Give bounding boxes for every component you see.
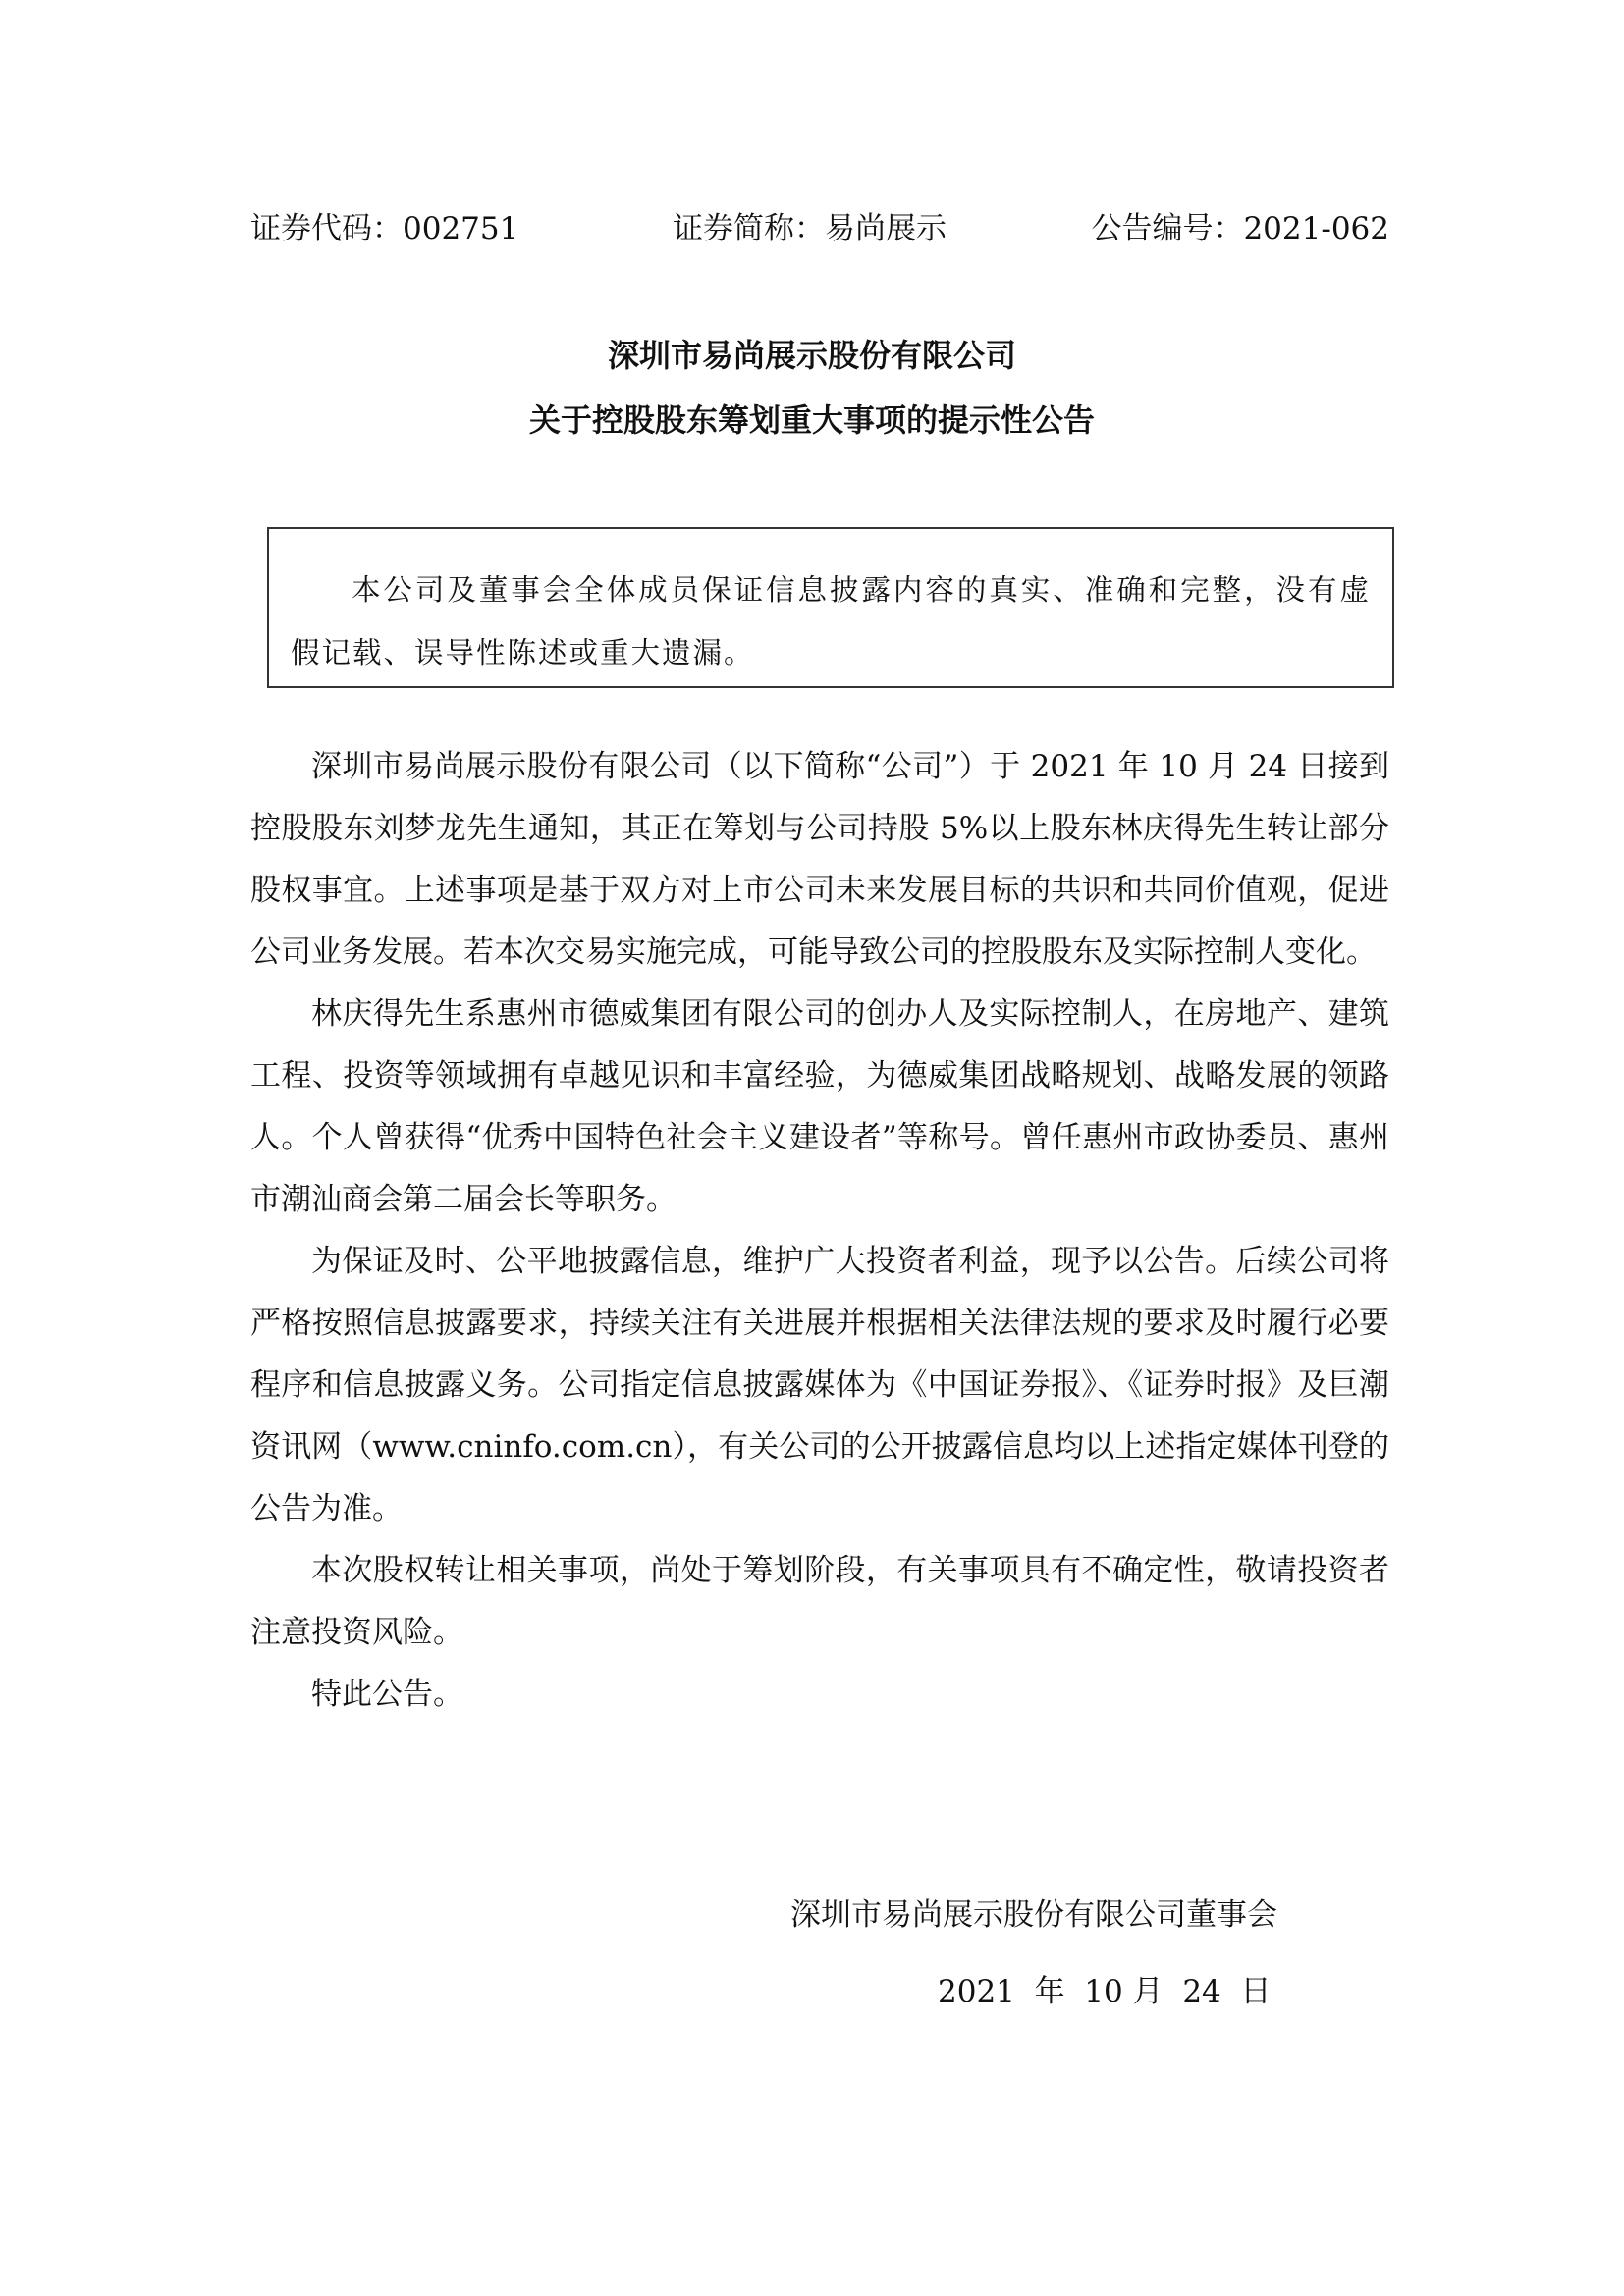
signature-organization: 深圳市易尚展示股份有限公司董事会 <box>790 1897 1277 1933</box>
signature-date: 2021 年 10 月 24 日 <box>938 1974 1272 2009</box>
company-title: 深圳市易尚展示股份有限公司 <box>607 337 1016 374</box>
body-paragraph: 林庆得先生系惠州市德威集团有限公司的创办人及实际控制人，在房地产、建筑工程、投资等领域拥有卓越见识和丰富经验，为德威集团战略规划、战略发展的领路人。个人曾获得“优秀中国特色社会主义建设者”等称号。曾任惠州市政协委员、惠州市潮汕商会第二届会长等职务。 <box>250 996 1389 1217</box>
security-short-name: 证券简称：易尚展示 <box>673 211 947 246</box>
security-code: 证券代码：002751 <box>250 211 519 246</box>
document-header <box>250 208 1389 249</box>
closing-line: 特此公告。 <box>311 1677 463 1712</box>
board-assurance-text: 本公司及董事会全体成员保证信息披露内容的真实、准确和完整，没有虚假记载、误导性陈述或重大遗漏。 <box>291 573 1371 669</box>
body-paragraph: 深圳市易尚展示股份有限公司（以下简称“公司”）于 2021 年 10 月 24 日接到控股股东刘梦龙先生通知，其正在筹划与公司持股 5%以上股东林庆得先生转让部分股权事宜。上述事项是基于双方对上市公司未来发展目标的共识和共同价值观，促进公司业务发展。若本次交易实施完成，可能导致公司的控股股东及实际控制人变化。 <box>250 749 1389 970</box>
body-paragraph: 本次股权转让相关事项，尚处于筹划阶段，有关事项具有不确定性，敬请投资者注意投资风险。 <box>250 1553 1389 1650</box>
announcement-body <box>250 736 1389 1726</box>
announcement-title: 关于控股股东筹划重大事项的提示性公告 <box>528 401 1095 439</box>
board-assurance-box <box>267 527 1394 688</box>
body-paragraph: 为保证及时、公平地披露信息，维护广大投资者利益，现予以公告。后续公司将严格按照信息披露要求，持续关注有关进展并根据相关法律法规的要求及时履行必要程序和信息披露义务。公司指定信息披露媒体为《中国证券报》、《证券时报》及巨潮资讯网（www.cninfo.com.cn），有关公司的公开披露信息均以上述指定媒体刊登的公告为准。 <box>250 1244 1389 1526</box>
announcement-number: 公告编号：2021-062 <box>1091 211 1389 246</box>
